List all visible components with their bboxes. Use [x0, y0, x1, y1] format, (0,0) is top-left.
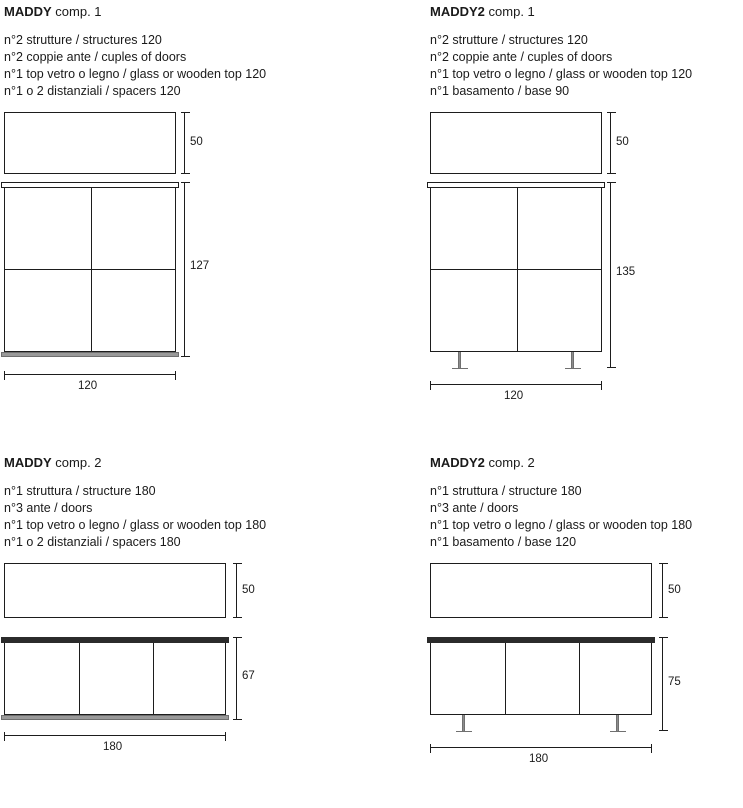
base-foot-right: [565, 368, 581, 369]
cabinet-top-edge: [1, 637, 229, 643]
dim-label-width: 120: [504, 390, 524, 402]
door-divider-vertical: [579, 642, 580, 714]
cabinet-top-edge: [427, 182, 605, 188]
spec-item: n°1 top vetro o legno / glass or wooden top 120: [430, 67, 693, 81]
cabinet-spacer-base: [1, 352, 179, 357]
top-slab: [4, 112, 176, 174]
spec-item: n°1 struttura / structure 180: [4, 484, 156, 498]
panel-maddy-comp-2: [4, 455, 364, 758]
spec-item: n°1 top vetro o legno / glass or wooden top 180: [4, 518, 267, 532]
dim-line-body-height: [662, 637, 663, 731]
cabinet-top-edge: [1, 182, 179, 188]
top-slab: [430, 563, 652, 618]
dim-line-width: [430, 747, 652, 748]
base-leg-right: [616, 715, 619, 731]
door-divider-vertical: [153, 642, 154, 714]
base-foot-left: [456, 731, 472, 732]
dim-label-top-height: 50: [668, 584, 681, 596]
spec-item: n°2 strutture / structures 120: [430, 33, 588, 47]
cabinet-body: [430, 641, 652, 715]
panel-comp-name: comp. 2: [488, 455, 535, 470]
dim-line-width: [4, 735, 226, 736]
base-foot-left: [452, 368, 468, 369]
structure-divider-horizontal: [5, 269, 175, 270]
dim-label-body-height: 127: [190, 260, 210, 272]
dim-line-width: [4, 374, 176, 375]
panel-maddy2-comp-1: [430, 4, 743, 412]
spec-item: n°3 ante / doors: [4, 501, 93, 515]
spec-item: n°1 struttura / structure 180: [430, 484, 582, 498]
panel-comp-name: comp. 1: [488, 4, 535, 19]
spec-item: n°1 basamento / base 120: [430, 535, 577, 549]
base-foot-right: [610, 731, 626, 732]
spec-item: n°1 o 2 distanziali / spacers 120: [4, 84, 181, 98]
panel-title: [430, 455, 743, 471]
drawing-maddy2-comp-2: [430, 563, 743, 765]
spec-item: n°1 basamento / base 90: [430, 84, 570, 98]
base-leg-left: [462, 715, 465, 731]
spec-item: n°2 strutture / structures 120: [4, 33, 162, 47]
spec-list: [430, 32, 743, 100]
base-leg-right: [571, 352, 574, 368]
panel-title: [430, 4, 743, 20]
spec-item: n°1 o 2 distanziali / spacers 180: [4, 535, 181, 549]
spec-item: n°2 coppie ante / cuples of doors: [4, 50, 187, 64]
spec-list: [4, 32, 364, 100]
dim-line-top-height: [662, 563, 663, 618]
cabinet-spacer-base: [1, 715, 229, 720]
dim-label-top-height: 50: [616, 136, 629, 148]
dim-line-width: [430, 384, 602, 385]
cabinet-body: [4, 641, 226, 715]
panel-maddy-comp-1: [4, 4, 364, 412]
spec-item: n°3 ante / doors: [430, 501, 519, 515]
spec-item: n°1 top vetro o legno / glass or wooden top 120: [4, 67, 267, 81]
dim-label-body-height: 135: [616, 266, 636, 278]
dim-line-top-height: [184, 112, 185, 174]
dim-line-top-height: [610, 112, 611, 174]
dim-label-top-height: 50: [190, 136, 203, 148]
dim-line-body-height: [184, 182, 185, 357]
dim-label-width: 180: [529, 753, 549, 765]
spec-list: [4, 483, 364, 551]
dim-label-top-height: 50: [242, 584, 255, 596]
dim-label-width: 120: [78, 380, 98, 392]
cabinet-body: [4, 186, 176, 352]
cabinet-body: [430, 186, 602, 352]
drawing-maddy-comp-1: [4, 112, 364, 412]
panel-model-name: MADDY: [4, 455, 52, 470]
drawing-maddy2-comp-1: [430, 112, 743, 412]
panel-comp-name: comp. 2: [55, 455, 102, 470]
spec-list: [430, 483, 743, 551]
dim-line-body-height: [610, 182, 611, 368]
door-divider-vertical: [79, 642, 80, 714]
dim-label-body-height: 67: [242, 670, 255, 682]
panel-model-name: MADDY: [4, 4, 52, 19]
panel-title: [4, 4, 364, 20]
dim-line-top-height: [236, 563, 237, 618]
top-slab: [4, 563, 226, 618]
dim-line-body-height: [236, 637, 237, 720]
base-leg-left: [458, 352, 461, 368]
door-divider-vertical: [505, 642, 506, 714]
panel-maddy2-comp-2: [430, 455, 743, 765]
dim-label-body-height: 75: [668, 676, 681, 688]
drawing-maddy-comp-2: [4, 563, 364, 758]
cabinet-top-edge: [427, 637, 655, 643]
top-slab: [430, 112, 602, 174]
dim-label-width: 180: [103, 741, 123, 753]
structure-divider-horizontal: [431, 269, 601, 270]
panel-comp-name: comp. 1: [55, 4, 102, 19]
panel-model-name: MADDY2: [430, 4, 485, 19]
spec-item: n°2 coppie ante / cuples of doors: [430, 50, 613, 64]
panel-model-name: MADDY2: [430, 455, 485, 470]
spec-item: n°1 top vetro o legno / glass or wooden top 180: [430, 518, 693, 532]
panel-title: [4, 455, 364, 471]
